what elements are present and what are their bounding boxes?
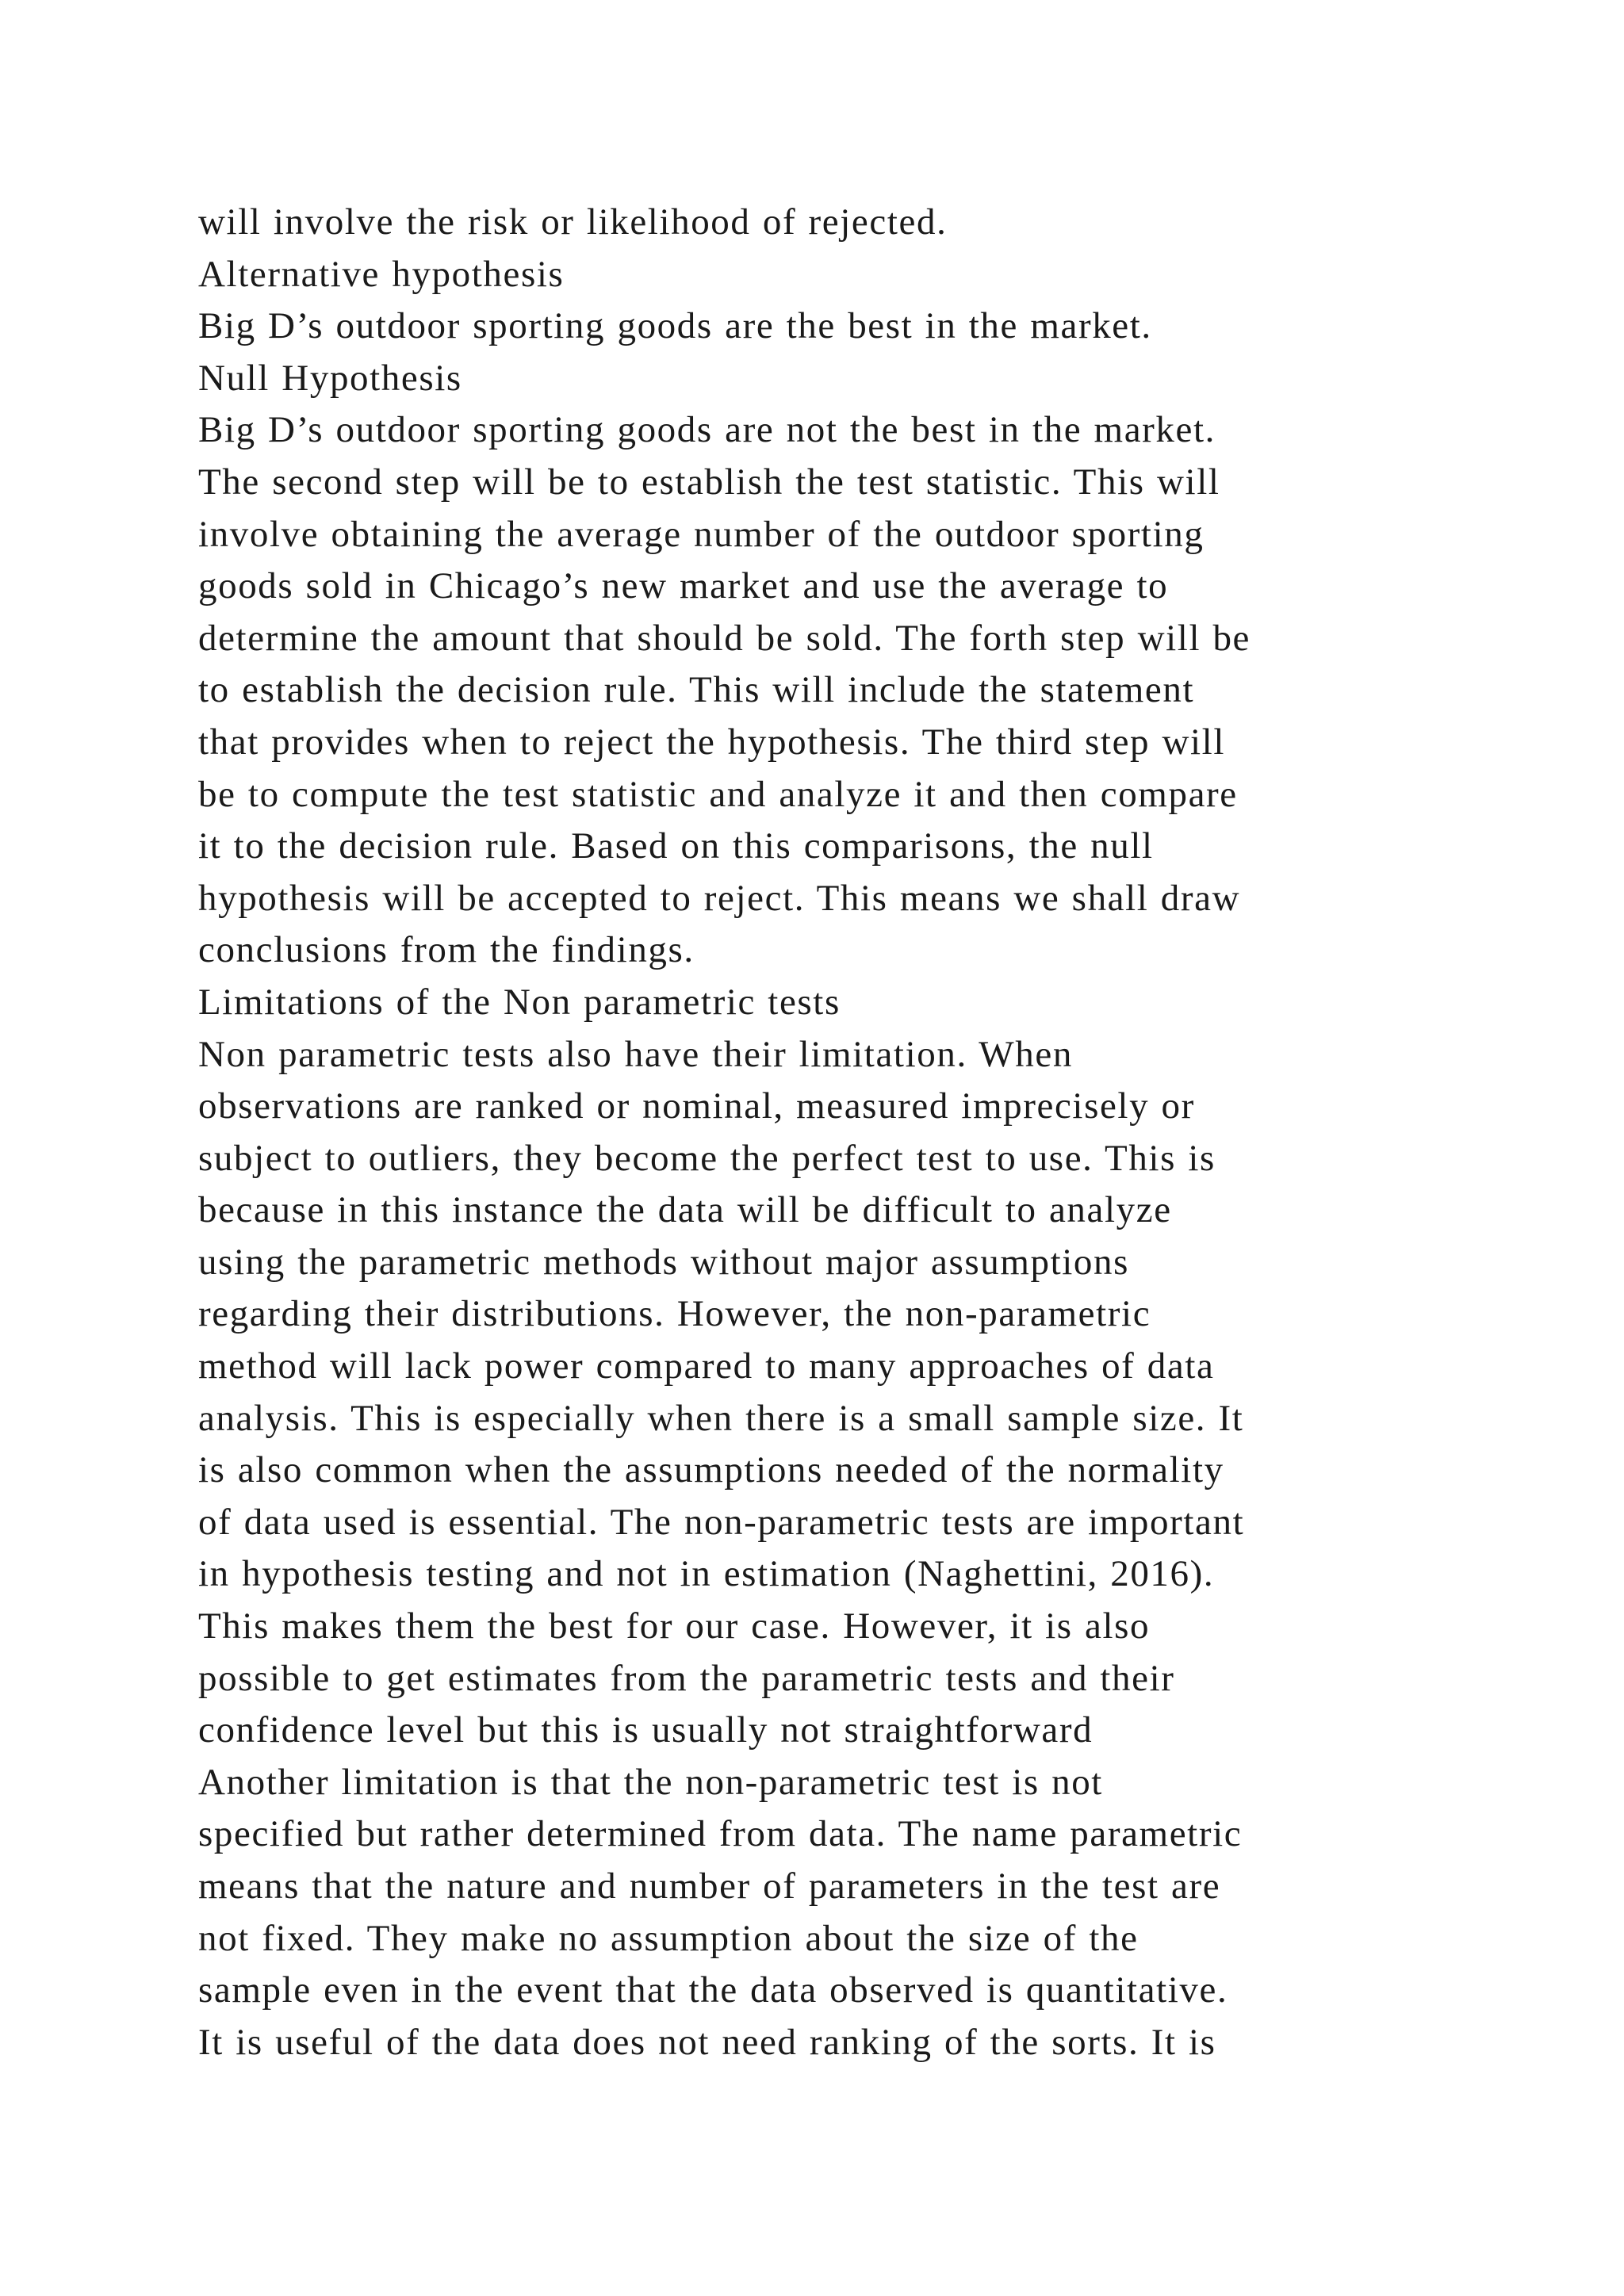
section-heading: Null Hypothesis [198, 357, 462, 399]
text-line: because in this instance the data will be difficult to analyze [198, 1189, 1172, 1231]
section-heading: Alternative hypothesis [198, 253, 565, 295]
text-line: observations are ranked or nominal, measured imprecisely or [198, 1085, 1195, 1127]
text-line: be to compute the test statistic and analyze it and then compare [198, 773, 1238, 815]
text-line: means that the nature and number of parameters in the test are [198, 1866, 1221, 1907]
text-line: Big D’s outdoor sporting goods are the best in the market. [198, 305, 1152, 347]
text-line: will involve the risk or likelihood of rejected. [198, 201, 948, 243]
text-line: The second step will be to establish the test statistic. This will [198, 461, 1220, 503]
section-heading: Limitations of the Non parametric tests [198, 981, 841, 1023]
text-line: is also common when the assumptions needed of the normality [198, 1449, 1224, 1491]
text-line: possible to get estimates from the parametric tests and their [198, 1657, 1175, 1699]
text-line: it to the decision rule. Based on this comparisons, the null [198, 825, 1154, 867]
text-line: regarding their distributions. However, the non-parametric [198, 1293, 1151, 1335]
text-line: hypothesis will be accepted to reject. This means we shall draw [198, 877, 1241, 919]
text-line: determine the amount that should be sold. The forth step will be [198, 617, 1251, 659]
text-line: not fixed. They make no assumption about the size of the [198, 1917, 1139, 1959]
text-line: goods sold in Chicago’s new market and use the average to [198, 565, 1169, 607]
text-line: conclusions from the findings. [198, 929, 695, 971]
text-line: to establish the decision rule. This will include the statement [198, 669, 1195, 711]
text-line: sample even in the event that the data observed is quantitative. [198, 1969, 1228, 2011]
text-line: subject to outliers, they become the perfect test to use. This is [198, 1137, 1216, 1179]
text-line: method will lack power compared to many approaches of data [198, 1345, 1215, 1387]
text-line: of data used is essential. The non-parametric tests are important [198, 1501, 1245, 1543]
document-body [198, 197, 1515, 2068]
text-line: involve obtaining the average number of the outdoor sporting [198, 513, 1205, 555]
text-line: that provides when to reject the hypothesis. The third step will [198, 721, 1225, 763]
text-line: It is useful of the data does not need ranking of the sorts. It is [198, 2021, 1216, 2063]
text-line: in hypothesis testing and not in estimation (Naghettini, 2016). [198, 1553, 1215, 1595]
text-line: Non parametric tests also have their limitation. When [198, 1033, 1073, 1075]
text-line: Big D’s outdoor sporting goods are not the best in the market. [198, 409, 1216, 451]
text-line: specified but rather determined from data. The name parametric [198, 1813, 1243, 1855]
text-line: confidence level but this is usually not straightforward [198, 1709, 1094, 1751]
text-line: analysis. This is especially when there is a small sample size. It [198, 1397, 1244, 1439]
text-line: Another limitation is that the non-parametric test is not [198, 1761, 1103, 1803]
text-line: using the parametric methods without major assumptions [198, 1241, 1130, 1283]
text-line: This makes them the best for our case. However, it is also [198, 1605, 1151, 1647]
